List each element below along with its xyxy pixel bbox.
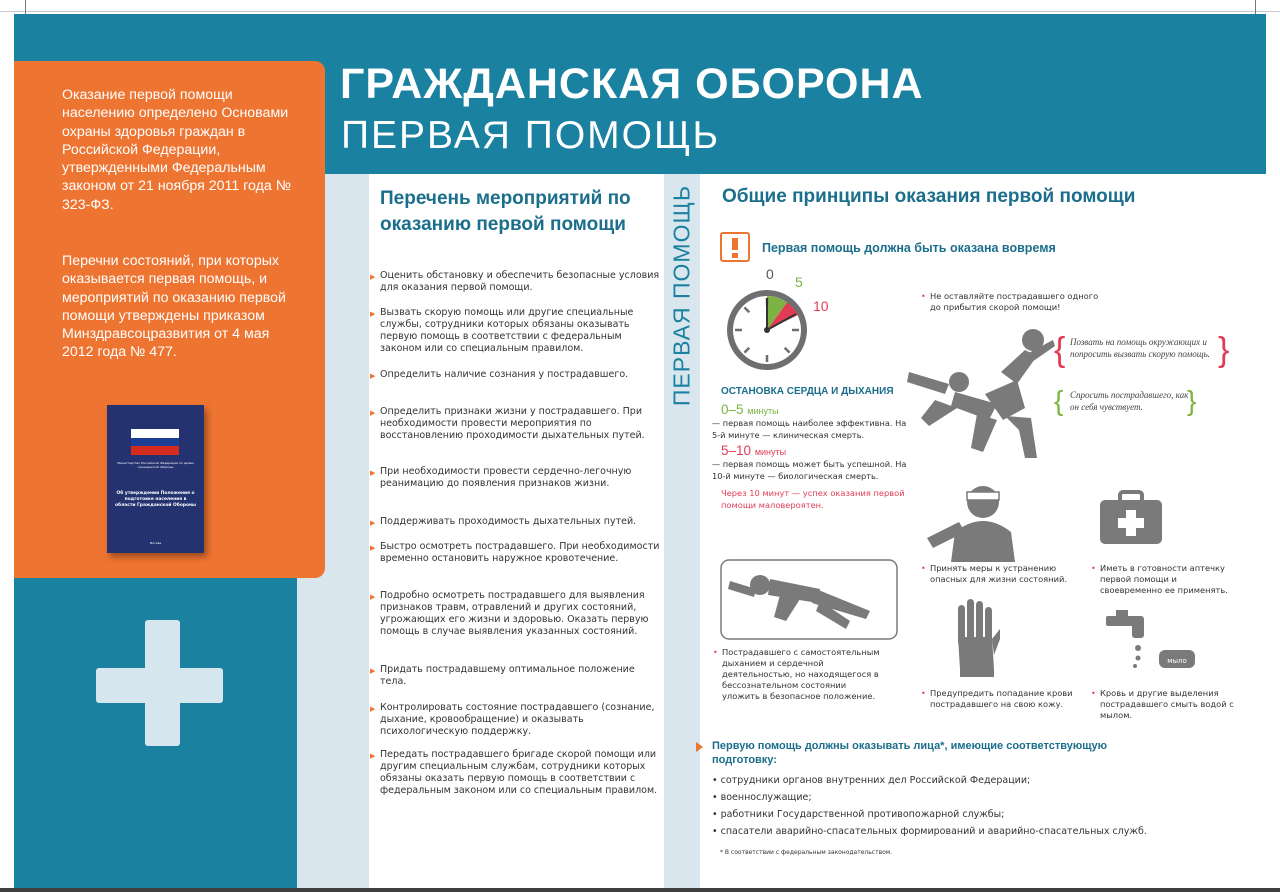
page-subtitle: ПЕРВАЯ ПОМОЩЬ (341, 114, 721, 157)
vertical-label: ПЕРВАЯ ПОМОЩЬ (668, 184, 695, 407)
persons-list-item (712, 792, 812, 803)
principles-title: Общие принципы оказания первой помощи (722, 186, 1136, 207)
measure-item (370, 369, 660, 381)
range-5-10-description: — первая помощь может быть успешной. На 10-й минуте — биологическая смерть. (712, 459, 907, 481)
measure-item (370, 466, 660, 490)
bullet-arrow-icon: ▶ (370, 310, 376, 318)
persons-list-item (712, 809, 1004, 820)
book-cover-image (107, 405, 204, 553)
book-top-text: Министерство Российской Федерации по делам гражданской обороны (117, 461, 194, 469)
rescuer-illustration (905, 322, 1060, 462)
gloves-note: • Предупредить попадание крови пострадавшего на свою кожу. (921, 688, 1073, 709)
bullet-arrow-icon: ▶ (370, 752, 376, 760)
bullet-dot-icon: • (712, 826, 721, 837)
wash-note: • Кровь и другие выделения пострадавшего смыть водой с мылом. (1091, 688, 1234, 720)
exclamation-icon (720, 232, 750, 262)
range-5-10: 5–10 минуты (721, 443, 787, 458)
range-0-5-description: — первая помощь наиболее эффективна. На 5-й минуте — клиническая смерть. (712, 418, 907, 440)
info-paragraph-law: Оказание первой помощи населению определено Основами охраны здоровья граждан в Российской Федерации, утвержденными Федеральным законом от 21 ноября 2011 года № 323-ФЗ. (62, 87, 291, 213)
bullet-arrow-icon: ▶ (370, 544, 376, 552)
persons-list-item (712, 775, 1030, 786)
bullet-arrow-icon: ▶ (370, 705, 376, 713)
measure-item (370, 541, 660, 565)
bullet-arrow-icon: ▶ (370, 667, 376, 675)
vertical-label-area (664, 174, 700, 424)
info-paragraph-order: Перечни состояний, при которых оказывается первая помощь, и мероприятий по оказанию первой помощи утверждены приказом Минздравсоцразвития от 4 мая 2012 года № 477. (62, 253, 286, 361)
bubble2-brace-right: } (1187, 385, 1197, 416)
book-title: Об утверждении Положения о подготовке населения в области Гражданской Обороны (114, 491, 196, 508)
timer-label-0: 0 (766, 266, 774, 282)
persons-list-item-text: спасатели аварийно-спасательных формирований и аварийно-спасательных служб. (720, 826, 1147, 837)
bubble2-brace-left: { (1054, 385, 1064, 416)
soap-label: мыло (1167, 657, 1187, 665)
injured-head-illustration (925, 482, 1035, 562)
persons-title: Первую помощь должны оказывать лица*, имеющие соответствующую подготовку: (712, 740, 1108, 766)
book-city: Москва (149, 541, 162, 545)
persons-list-item-text: работники Государственной противопожарной службы; (720, 809, 1005, 820)
measure-item-text: Придать пострадавшему оптимальное положение тела. (380, 664, 635, 687)
measure-item (370, 516, 660, 528)
bubble1-brace-right: } (1218, 331, 1230, 369)
measure-item-text: Контролировать состояние пострадавшего (сознание, дыхание, кровообращение) и оказывать психологическую поддержку. (380, 702, 655, 737)
measure-item-text: При необходимости провести сердечно-легочную реанимацию до появления признаков жизни. (380, 466, 632, 489)
measure-item-text: Поддерживать проходимость дыхательных путей. (380, 516, 637, 527)
measure-item-text: Подробно осмотреть пострадавшего для выявления признаков травм, отравлений и других состояний, угрожающих его жизни и здоровью. Оказать первую помощь в случае выявления указанных состояний. (380, 590, 649, 637)
measure-item (370, 590, 660, 638)
measure-item (370, 664, 660, 688)
timer-label-5: 5 (795, 274, 803, 290)
persons-arrow-icon (696, 742, 703, 752)
measure-item-text: Определить наличие сознания у пострадавшего. (380, 369, 629, 380)
bullet-arrow-icon: ▶ (370, 409, 376, 417)
medical-cross-icon-bar (96, 668, 223, 703)
persons-list-item-text: военнослужащие; (720, 792, 812, 803)
persons-list-item (712, 826, 1147, 837)
measure-item-text: Определить признаки жизни у пострадавшего. При необходимости провести мероприятия по восстановлению проходимости дыхательных путей. (380, 406, 645, 441)
first-aid-kit-note: • Иметь в готовности аптечку первой помощи и своевременно ее применять. (1091, 563, 1228, 595)
russian-flag-icon (131, 429, 179, 455)
top-rule (0, 11, 1280, 12)
measure-item (370, 702, 660, 738)
cardiac-arrest-title: ОСТАНОВКА СЕРДЦА И ДЫХАНИЯ (721, 386, 894, 397)
ask-victim-bubble: Спросить пострадавшего, как он себя чувствует. (1070, 390, 1189, 412)
stopwatch-icon (724, 284, 814, 374)
measure-item-text: Передать пострадавшего бригаде скорой помощи или другим специальным службам, сотрудники которых обязаны оказать первую помощь в соответствии с федеральным законом или со специальным правилом. (380, 749, 658, 796)
danger-note: • Принять меры к устранению опасных для жизни состояний. (921, 563, 1068, 584)
bullet-arrow-icon: ▶ (370, 273, 376, 281)
bullet-dot-icon: • (712, 775, 721, 786)
timer-label-10: 10 (813, 298, 829, 314)
measure-item (370, 749, 660, 797)
call-for-help-bubble: Позвать на помощь окружающих и попросить вызвать скорую помощь. (1070, 337, 1210, 359)
measure-item (370, 307, 660, 355)
glove-icon (950, 599, 1000, 679)
bullet-dot-icon: • (712, 809, 721, 820)
measure-item (370, 270, 660, 294)
recovery-position-illustration (720, 559, 898, 640)
persons-list-item-text: сотрудники органов внутренних дел Российской Федерации; (720, 775, 1031, 786)
water-tap-icon (1102, 608, 1197, 672)
first-aid-kit-icon (1098, 490, 1164, 546)
footnote: * В соответствии с федеральным законодательством. (720, 849, 893, 856)
bullet-arrow-icon: ▶ (370, 372, 376, 380)
measure-item-text: Вызвать скорую помощь или другие специальные службы, сотрудники которых обязаны оказывать первую помощь в соответствии с федеральным законом или со специальным правилом. (380, 307, 634, 354)
bottom-rule (0, 888, 1280, 892)
measure-item-text: Оценить обстановку и обеспечить безопасные условия для оказания первой помощи. (380, 270, 660, 293)
late-warning: Через 10 минут — успех оказания первой помощи маловероятен. (721, 488, 905, 510)
measure-item (370, 406, 660, 442)
recovery-position-note: • Пострадавшего с самостоятельным дыханием и сердечной деятельностью, но находящегося в бессознательном состоянии уложить в безопасное положение. (713, 647, 880, 701)
dont-leave-note: • Не оставляйте пострадавшего одного до прибытия скорой помощи! (921, 291, 1099, 312)
bullet-arrow-icon: ▶ (370, 593, 376, 601)
bullet-dot-icon: • (712, 792, 721, 803)
bullet-arrow-icon: ▶ (370, 469, 376, 477)
measure-item-text: Быстро осмотреть пострадавшего. При необходимости временно остановить наружное кровотечение. (380, 541, 660, 564)
alert-title: Первая помощь должна быть оказана вовремя (762, 241, 1056, 255)
measures-title: Перечень мероприятий по оказанию первой помощи (380, 188, 631, 235)
range-0-5: 0–5 минуты (721, 402, 779, 417)
bubble1-brace-left: { (1054, 331, 1066, 369)
bullet-arrow-icon: ▶ (370, 519, 376, 527)
page-title: ГРАЖДАНСКАЯ ОБОРОНА (340, 60, 924, 108)
